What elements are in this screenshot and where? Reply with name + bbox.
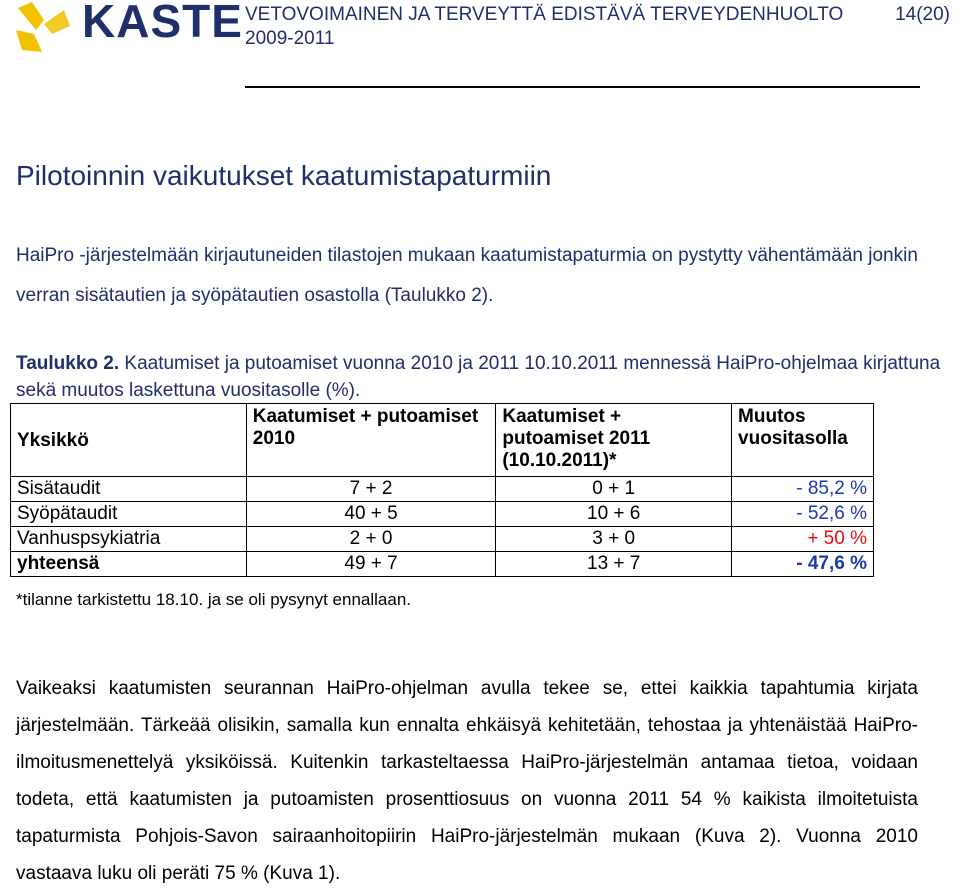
logo-mark-icon <box>14 0 74 56</box>
header-title: VETOVOIMAINEN JA TERVEYTTÄ EDISTÄVÄ TERVEYDENHUOLTO <box>245 4 844 25</box>
row-change: - 52,6 % <box>732 502 874 527</box>
row-2011: 0 + 1 <box>496 477 732 502</box>
row-2011: 10 + 6 <box>496 502 732 527</box>
table-row <box>11 477 874 502</box>
header-years: 2009-2011 <box>245 28 335 49</box>
logo-text: KASTE <box>82 0 243 47</box>
caption-text: Kaatumiset ja putoamiset vuonna 2010 ja 2011 10.10.2011 mennessä HaiPro-ohjelmaa kirjattuna sekä muutos laskettuna vuositasolle (%). <box>16 353 941 401</box>
header-divider <box>245 86 920 88</box>
falls-table <box>10 403 874 577</box>
table-total-row <box>11 552 874 577</box>
row-2010: 7 + 2 <box>246 477 496 502</box>
intro-paragraph: HaiPro -järjestelmään kirjautuneiden tilastojen mukaan kaatumistapaturmia on pystytty vähentämään jonkin verran sisätautien ja syöpätautien osastolla (Taulukko 2). <box>16 245 918 306</box>
table-header-row <box>11 404 874 477</box>
header-2010: Kaatumiset + putoamiset 2010 <box>246 404 496 477</box>
section-title: Pilotoinnin vaikutukset kaatumistapaturmiin <box>16 160 552 191</box>
row-2010: 49 + 7 <box>246 552 496 577</box>
row-2011: 13 + 7 <box>496 552 732 577</box>
row-change: + 50 % <box>732 527 874 552</box>
body-paragraph: Vaikeaksi kaatumisten seurannan HaiPro-ohjelman avulla tekee se, ettei kaikkia tapahtumia kirjata järjestelmään. Tärkeää olisikin, samalla kun ennalta ehkäisyä kehitetään, tehostaa ja yhtenäistää HaiPro-ilmoitusmenettelyä yksiköissä. Kuitenkin tarkasteltaessa HaiPro-järjestelmän antamaa tietoa, voidaan todeta, että kaatumisten ja putoamisten prosenttiosuus on vuonna 2011 54 % kaikista ilmoitetuista tapaturmista Pohjois-Savon sairaanhoitopiirin HaiPro-järjestelmän mukaan (Kuva 2). Vuonna 2010 vastaava luku oli peräti 75 % (Kuva 1). <box>16 678 918 884</box>
table-footnote: *tilanne tarkistettu 18.10. ja se oli pysynyt ennallaan. <box>16 590 412 609</box>
page-number: 14(20) <box>895 4 950 25</box>
row-unit: yhteensä <box>11 552 247 577</box>
table-caption <box>16 350 946 404</box>
kaste-logo <box>14 0 243 56</box>
row-unit: Vanhuspsykiatria <box>11 527 247 552</box>
caption-label: Taulukko 2. <box>16 353 120 374</box>
table-row <box>11 502 874 527</box>
row-unit: Sisätaudit <box>11 477 247 502</box>
header-change: Muutos vuositasolla <box>732 404 874 477</box>
row-change: - 85,2 % <box>732 477 874 502</box>
header-unit: Yksikkö <box>11 404 247 477</box>
header-2011: Kaatumiset + putoamiset 2011 (10.10.2011)* <box>496 404 732 477</box>
table-row <box>11 527 874 552</box>
row-2010: 40 + 5 <box>246 502 496 527</box>
row-2011: 3 + 0 <box>496 527 732 552</box>
row-2010: 2 + 0 <box>246 527 496 552</box>
row-unit: Syöpätaudit <box>11 502 247 527</box>
row-change: - 47,6 % <box>732 552 874 577</box>
